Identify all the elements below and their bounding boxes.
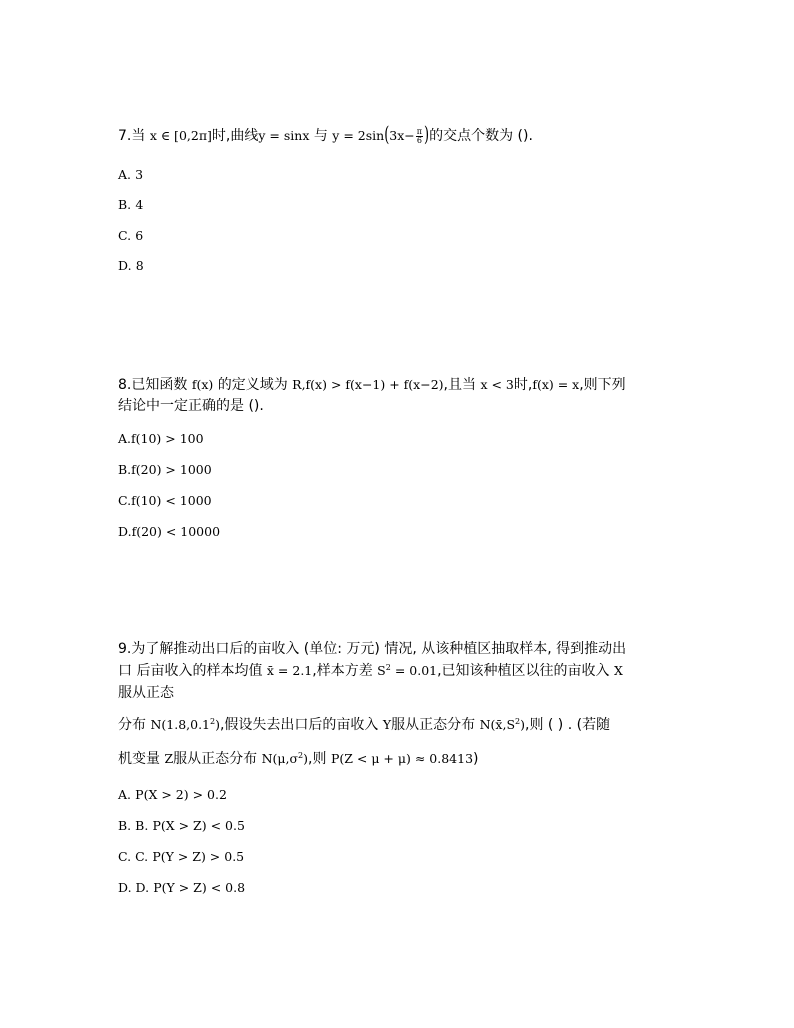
question-7-stem bbox=[118, 125, 533, 147]
option-b[interactable] bbox=[118, 817, 245, 836]
question-8-stem-line-2: 结论中一定正确的是 (). bbox=[118, 398, 264, 414]
math-expression: y = 2sin bbox=[332, 128, 385, 143]
option-text: f(20) < 10000 bbox=[131, 524, 221, 539]
stem-text: 与 bbox=[313, 128, 328, 144]
question-number: 8. bbox=[118, 377, 132, 393]
option-text: 4 bbox=[135, 197, 144, 212]
question-9-stem-line-2 bbox=[118, 660, 623, 682]
question-number: 7. bbox=[118, 128, 132, 144]
stem-text: ,样本方差 bbox=[312, 663, 373, 679]
math-part: ) bbox=[303, 751, 309, 766]
option-c[interactable] bbox=[118, 848, 244, 867]
math-expression bbox=[480, 717, 525, 732]
option-letter: C. bbox=[118, 228, 132, 243]
option-text: 8 bbox=[135, 258, 144, 273]
option-letter: A. bbox=[118, 431, 132, 446]
math-expression: 3x− bbox=[389, 128, 415, 143]
math-part: ) bbox=[520, 717, 525, 732]
stem-text: 服从正态分布 bbox=[173, 751, 258, 767]
math-expression: X bbox=[614, 663, 623, 678]
superscript: 2 bbox=[515, 716, 521, 726]
math-expression: P(Z < μ + μ) ≈ 0.8413 bbox=[330, 751, 474, 766]
option-b[interactable] bbox=[118, 461, 212, 480]
superscript: 2 bbox=[298, 750, 304, 760]
math-part: N(x̄,S bbox=[479, 717, 516, 732]
question-8-stem-line-1 bbox=[118, 374, 626, 396]
superscript: 2 bbox=[385, 662, 391, 672]
math-expression bbox=[150, 717, 220, 732]
math-expression: Z bbox=[164, 751, 174, 766]
stem-text: 时,曲线 bbox=[211, 128, 259, 144]
stem-text: 已知函数 bbox=[131, 377, 188, 393]
math-expression: x ∈ [0,2π] bbox=[149, 128, 212, 143]
option-a[interactable] bbox=[118, 430, 204, 449]
stem-text: 口 后亩收入的样本均值 bbox=[118, 663, 263, 679]
option-d[interactable] bbox=[118, 523, 220, 542]
option-d[interactable] bbox=[118, 879, 245, 898]
math-expression: f(x) bbox=[191, 377, 214, 392]
option-letter: D. bbox=[118, 524, 132, 539]
option-text: 6 bbox=[135, 228, 144, 243]
answer-paren: (). bbox=[517, 128, 533, 144]
math-expression: y = sinx bbox=[258, 128, 310, 143]
option-text: f(20) > 1000 bbox=[131, 462, 212, 477]
math-expression: x̄ = 2.1 bbox=[266, 663, 313, 678]
math-part: ) bbox=[215, 717, 220, 732]
stem-text: ,且当 bbox=[443, 377, 476, 393]
math-expression: Y bbox=[382, 717, 392, 732]
option-text: P(Y > Z) < 0.8 bbox=[153, 880, 246, 895]
fraction bbox=[416, 128, 423, 145]
stem-text: ,则 bbox=[308, 751, 327, 767]
option-letter: A. bbox=[118, 167, 132, 182]
math-expression bbox=[377, 663, 437, 678]
option-d[interactable] bbox=[118, 257, 144, 276]
math-expression: R,f(x) > f(x−1) + f(x−2) bbox=[292, 377, 444, 392]
stem-text: 分布 bbox=[118, 717, 146, 733]
option-text: P(X > 2) > 0.2 bbox=[135, 787, 227, 802]
stem-text: 时, bbox=[513, 377, 533, 393]
option-a[interactable] bbox=[118, 786, 227, 805]
option-text: f(10) < 1000 bbox=[131, 493, 212, 508]
math-expression bbox=[262, 751, 308, 766]
stem-text: ,则下列 bbox=[579, 377, 626, 393]
math-part: = 0.01 bbox=[390, 663, 438, 678]
question-9-stem-line-5 bbox=[118, 748, 479, 770]
option-text: P(X > Z) < 0.5 bbox=[152, 818, 245, 833]
math-part: S bbox=[377, 663, 386, 678]
option-text: 3 bbox=[135, 167, 144, 182]
math-part: N(1.8,0.1 bbox=[150, 717, 210, 732]
stem-text: ) bbox=[473, 751, 479, 767]
math-part: N(μ,σ bbox=[261, 751, 299, 766]
paren-open: ( bbox=[384, 123, 390, 148]
option-letter: C. bbox=[118, 493, 132, 508]
option-letter: B. bbox=[118, 197, 132, 212]
stem-text: ,则 ( ) . (若随 bbox=[525, 717, 611, 733]
paren-close: ) bbox=[424, 123, 430, 148]
stem-text: 的交点个数为 bbox=[429, 128, 514, 144]
option-text: f(10) > 100 bbox=[131, 431, 204, 446]
option-c[interactable] bbox=[118, 227, 143, 246]
option-text: P(Y > Z) > 0.5 bbox=[152, 849, 245, 864]
question-9-stem-line-4 bbox=[118, 714, 610, 736]
option-letter: C. C. bbox=[118, 849, 149, 864]
stem-text: 的定义域为 bbox=[217, 377, 288, 393]
math-expression: x < 3 bbox=[480, 377, 514, 392]
option-letter: B. bbox=[118, 462, 132, 477]
math-expression: f(x) = x bbox=[532, 377, 580, 392]
stem-text: 服从正态分布 bbox=[391, 717, 476, 733]
option-letter: D. D. bbox=[118, 880, 150, 895]
option-letter: A. bbox=[118, 787, 132, 802]
question-9-stem-line-1: 9.为了解推动出口后的亩收入 (单位: 万元) 情况, 从该种植区抽取样本, 得到推动出 bbox=[118, 641, 627, 657]
stem-text: ,假设失去出口后的亩收入 bbox=[219, 717, 379, 733]
fraction-numerator: π bbox=[416, 126, 423, 136]
option-letter: D. bbox=[118, 258, 132, 273]
option-letter: B. B. bbox=[118, 818, 149, 833]
option-b[interactable] bbox=[118, 196, 143, 215]
option-c[interactable] bbox=[118, 492, 212, 511]
fraction-denominator: 6 bbox=[416, 135, 422, 145]
question-9-stem-line-3: 服从正态 bbox=[118, 685, 174, 701]
superscript: 2 bbox=[210, 716, 216, 726]
stem-text: 当 bbox=[131, 128, 146, 144]
stem-text: 机变量 bbox=[118, 751, 160, 767]
stem-text: ,已知该种植区以往的亩收入 bbox=[437, 663, 610, 679]
option-a[interactable] bbox=[118, 166, 143, 185]
